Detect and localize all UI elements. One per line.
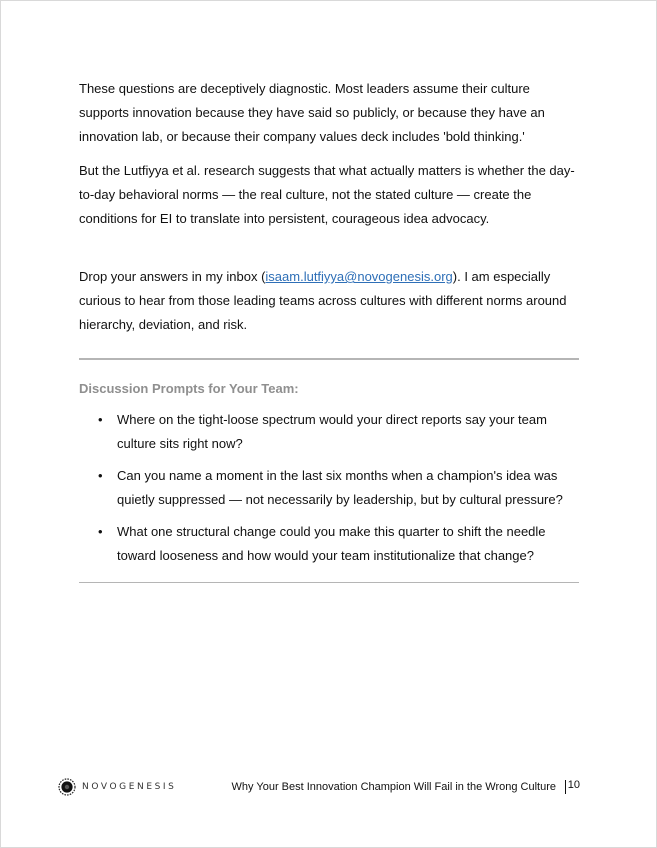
prompt-item xyxy=(79,464,579,512)
prompt-text: Can you name a moment in the last six months when a champion's idea was quietly suppressed — not necessarily by leadership, but by cultural pressure? xyxy=(117,468,563,507)
prompt-item xyxy=(79,520,579,568)
section-divider-bottom xyxy=(79,582,579,583)
prompts-heading: Discussion Prompts for Your Team: xyxy=(79,381,299,396)
logo-wordmark: NOVOGENESIS xyxy=(82,782,177,792)
page-number: 10 xyxy=(567,779,580,791)
paragraph-research: But the Lutfiyya et al. research suggests that what actually matters is whether the day-to-day behavioral norms — the real culture, not the stated culture — create the conditions for EI to translate into persistent, courageous idea advocacy. xyxy=(79,163,575,226)
prompt-item xyxy=(79,408,579,456)
bullet-icon: • xyxy=(98,468,103,483)
prompts-list xyxy=(79,408,579,568)
bullet-icon: • xyxy=(98,524,103,539)
footer-document-title: Why Your Best Innovation Champion Will Fail in the Wrong Culture xyxy=(231,781,556,793)
prompt-text: Where on the tight-loose spectrum would your direct reports say your team culture sits right now? xyxy=(117,412,547,451)
prompt-text: What one structural change could you make this quarter to shift the needle toward looseness and how would your team institutionalize that change? xyxy=(117,524,546,563)
inbox-text-before: Drop your answers in my inbox ( xyxy=(79,269,266,284)
paragraph-diagnostic: These questions are deceptively diagnostic. Most leaders assume their culture supports innovation because they have said so publicly, or because they have an innovation lab, or because their company values deck includes 'bold thinking.' xyxy=(79,81,545,144)
page-footer xyxy=(58,778,580,798)
inbox-text-after: ). I am especially curious to hear from those leading teams across cultures with different norms around hierarchy, deviation, and risk. xyxy=(79,269,567,332)
footer-separator xyxy=(565,780,566,794)
page-content xyxy=(79,77,579,583)
email-link[interactable]: isaam.lutfiyya@novogenesis.org xyxy=(265,269,453,284)
novogenesis-logo-icon xyxy=(58,778,76,796)
bullet-icon: • xyxy=(98,412,103,427)
section-divider-top xyxy=(79,358,579,360)
company-logo xyxy=(58,778,177,796)
paragraph-inbox xyxy=(79,265,579,337)
